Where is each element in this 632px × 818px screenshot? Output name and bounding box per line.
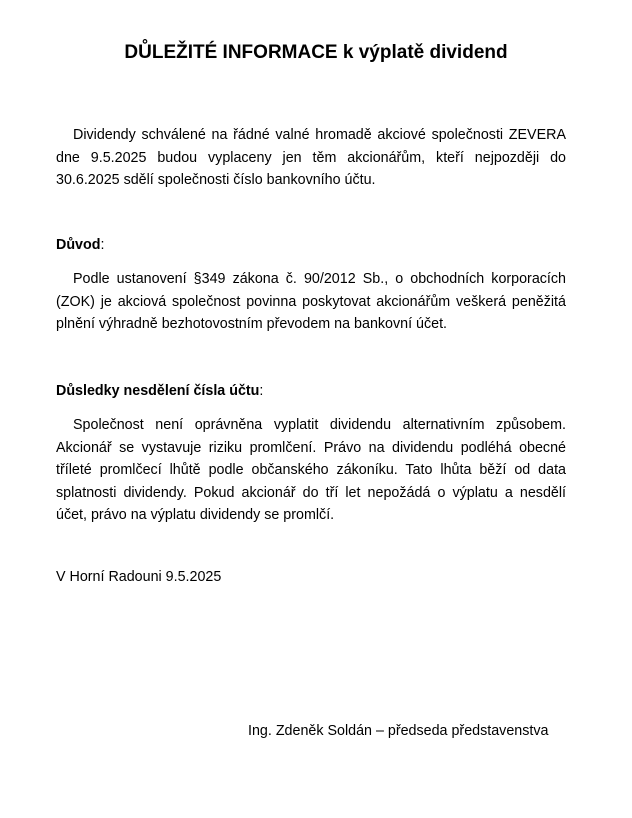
- signature-line: Ing. Zdeněk Soldán – předseda představenstva: [248, 723, 549, 739]
- consequences-heading-colon: :: [259, 383, 264, 399]
- consequences-paragraph: Společnost není oprávněna vyplatit dividendu alternativním způsobem. Akcionář se vystavuje riziku promlčení. Právo na dividendu podléhá obecné tříleté promlčecí lhůtě podle občanského zákoníku. Tato lhůta běží od data splatnosti dividendy. Pokud akcionář do tří let nepožádá o výplatu a nesdělí účet, právo na výplatu dividendy se promlčí.: [56, 417, 566, 523]
- intro-paragraph: Dividendy schválené na řádné valné hromadě akciové společnosti ZEVERA dne 9.5.2025 budou vyplaceny jen těm akcionářům, kteří nejpozději do 30.6.2025 sdělí společnosti číslo bankovního účtu.: [56, 127, 566, 188]
- reason-heading: [56, 234, 566, 257]
- consequences-heading: [56, 380, 566, 403]
- document-title: DŮLEŽITÉ INFORMACE k výplatě dividend: [124, 42, 508, 63]
- reason-heading-text: Důvod: [56, 237, 101, 253]
- consequences-section: [56, 414, 566, 527]
- place-date: V Horní Radouni 9.5.2025: [56, 569, 222, 585]
- consequences-heading-text: Důsledky nesdělení čísla účtu: [56, 383, 260, 399]
- reason-heading-colon: :: [100, 237, 105, 253]
- reason-paragraph: Podle ustanovení §349 zákona č. 90/2012 Sb., o obchodních korporacích (ZOK) je akciová společnost povinna poskytovat akcionářům veškerá peněžitá plnění výhradně bezhotovostním převodem na bankovní účet.: [56, 271, 566, 332]
- intro-section: [56, 124, 566, 192]
- reason-section: [56, 268, 566, 336]
